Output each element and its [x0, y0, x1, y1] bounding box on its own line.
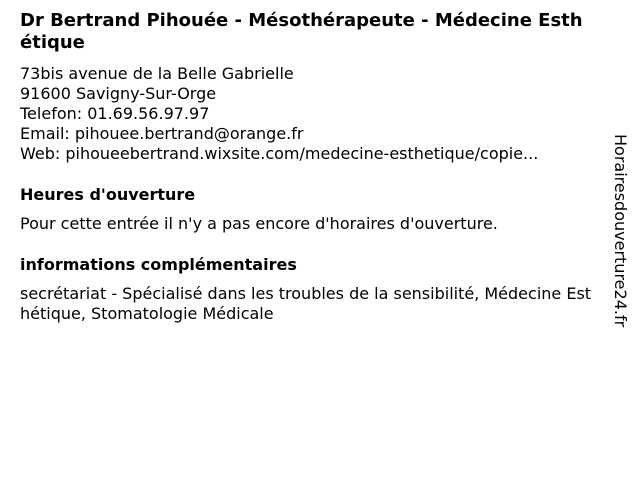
- phone-number[interactable]: 01.69.56.97.97: [87, 104, 210, 123]
- additional-info-heading: informations complémentaires: [20, 255, 297, 274]
- website-link[interactable]: pihoueebertrand.wixsite.com/medecine-esthetique/copie...: [65, 144, 539, 163]
- city-line: 91600 Savigny-Sur-Orge: [20, 84, 217, 103]
- email-address[interactable]: pihouee.bertrand@orange.fr: [74, 124, 304, 143]
- site-brand-vertical: Horairesdouverture24.fr: [611, 134, 630, 328]
- additional-info-text: secrétariat - Spécialisé dans les troubles de la sensibilité, Médecine Esthétique, Stomatologie Médicale: [20, 284, 592, 323]
- phone-label: Telefon:: [20, 104, 83, 123]
- opening-hours-heading: Heures d'ouverture: [20, 185, 196, 204]
- business-name: Dr Bertrand Pihouée - Mésothérapeute - Médecine Esthétique: [20, 10, 583, 53]
- email-row: [20, 124, 592, 144]
- street-address: 73bis avenue de la Belle Gabrielle: [20, 64, 294, 83]
- opening-hours-text: Pour cette entrée il n'y a pas encore d'horaires d'ouverture.: [20, 214, 498, 233]
- phone-row: [20, 104, 592, 124]
- address-block: [20, 64, 592, 164]
- listing-card: [20, 10, 592, 324]
- email-label: Email:: [20, 124, 70, 143]
- web-label: Web:: [20, 144, 61, 163]
- web-row: [20, 144, 592, 164]
